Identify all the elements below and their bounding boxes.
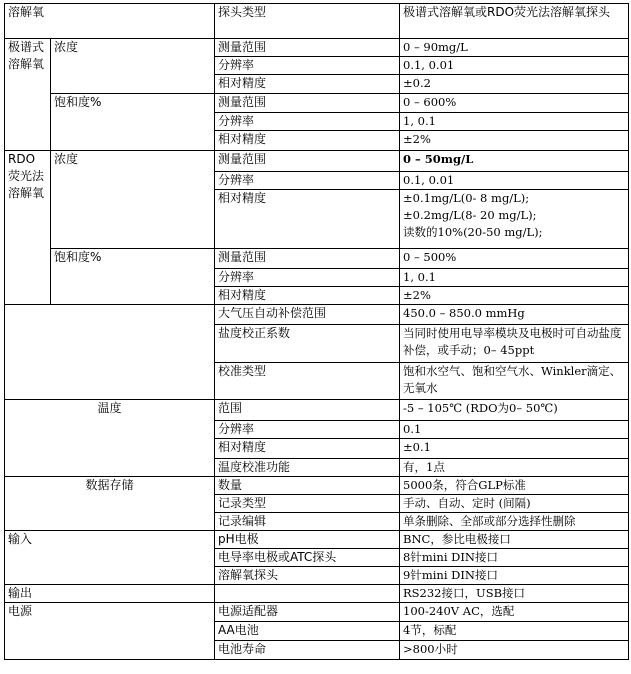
param-value: 100-240V AC，选配 xyxy=(400,603,629,622)
accuracy-line: ±0.1mg/L(0- 8 mg/L); xyxy=(403,191,530,205)
param-name: 温度校准功能 xyxy=(215,459,400,477)
param-value: 0.1, 0.01 xyxy=(400,57,629,75)
param-value: ±0.1 xyxy=(400,439,629,459)
param-value: 1, 0.1 xyxy=(400,269,629,287)
param-value: ±2% xyxy=(400,287,629,305)
param-value: 8针mini DIN接口 xyxy=(400,549,629,567)
table-row xyxy=(5,400,629,421)
table-row xyxy=(5,39,629,57)
table-row xyxy=(5,94,629,113)
param-name: 相对精度 xyxy=(215,190,400,249)
spec-table xyxy=(4,3,629,660)
param-value: ±0.2 xyxy=(400,75,629,94)
param-value: 4节，标配 xyxy=(400,622,629,641)
table-row xyxy=(5,249,629,269)
polar-label: 极谱式溶解氧 xyxy=(5,39,51,151)
param-value: ±2% xyxy=(400,131,629,151)
param-value: 9针mini DIN接口 xyxy=(400,567,629,585)
param-value: 单条删除、全部或部分选择性删除 xyxy=(400,513,629,531)
header-probe-value: 极谱式溶解氧或RDO荧光法溶解氧探头 xyxy=(400,4,629,39)
header-category: 溶解氧 xyxy=(5,4,215,39)
param-name: 测量范围 xyxy=(215,249,400,269)
param-value-multiline xyxy=(400,190,629,249)
param-name: 分辨率 xyxy=(215,421,400,439)
rdo-conc-label: 浓度 xyxy=(51,151,215,249)
output-label: 输出 xyxy=(5,585,215,603)
param-name: 盐度校正系数 xyxy=(215,325,400,363)
param-name: pH电极 xyxy=(215,531,400,549)
output-name xyxy=(215,585,400,603)
param-name: 测量范围 xyxy=(215,39,400,57)
param-value: 5000条，符合GLP标准 xyxy=(400,477,629,495)
param-value: 0 – 500% xyxy=(400,249,629,269)
param-value: >800小时 xyxy=(400,641,629,660)
header-probe-type: 探头类型 xyxy=(215,4,400,39)
input-label: 输入 xyxy=(5,531,215,585)
misc-label xyxy=(5,305,215,400)
param-name: 分辨率 xyxy=(215,172,400,190)
param-name: 范围 xyxy=(215,400,400,421)
param-name: 相对精度 xyxy=(215,131,400,151)
param-value: -5 – 105℃ (RDO为0– 50℃) xyxy=(400,400,629,421)
param-name: 溶解氧探头 xyxy=(215,567,400,585)
param-name: 相对精度 xyxy=(215,75,400,94)
polar-sat-label: 饱和度% xyxy=(51,94,215,151)
param-value: 0.1, 0.01 xyxy=(400,172,629,190)
param-value: 0 – 50mg/L xyxy=(400,151,629,172)
table-row xyxy=(5,603,629,622)
param-value: BNC，参比电极接口 xyxy=(400,531,629,549)
param-value: 有，1点 xyxy=(400,459,629,477)
storage-label: 数据存储 xyxy=(5,477,215,531)
param-name: 大气压自动补偿范围 xyxy=(215,305,400,325)
param-value: 0 – 600% xyxy=(400,94,629,113)
param-value: 当同时使用电导率模块及电极时可自动盐度补偿，或手动；0– 45ppt xyxy=(400,325,629,363)
table-row xyxy=(5,305,629,325)
param-name: AA电池 xyxy=(215,622,400,641)
rdo-label: RDO荧光法溶解氧 xyxy=(5,151,51,305)
power-label: 电源 xyxy=(5,603,215,660)
polar-conc-label: 浓度 xyxy=(51,39,215,94)
accuracy-line: ±0.2mg/L(8- 20 mg/L); xyxy=(403,208,537,222)
table-row xyxy=(5,151,629,172)
param-value: 0.1 xyxy=(400,421,629,439)
param-value: RS232接口，USB接口 xyxy=(400,585,629,603)
param-name: 数量 xyxy=(215,477,400,495)
table-row xyxy=(5,531,629,549)
param-name: 分辨率 xyxy=(215,57,400,75)
param-name: 电导率电极或ATC探头 xyxy=(215,549,400,567)
param-name: 校准类型 xyxy=(215,363,400,400)
rdo-sat-label: 饱和度% xyxy=(51,249,215,305)
param-value: 手动、自动、定时 (间隔) xyxy=(400,495,629,513)
param-name: 记录类型 xyxy=(215,495,400,513)
param-name: 相对精度 xyxy=(215,439,400,459)
param-value: 1, 0.1 xyxy=(400,113,629,131)
table-row xyxy=(5,585,629,603)
param-name: 测量范围 xyxy=(215,151,400,172)
param-name: 相对精度 xyxy=(215,287,400,305)
param-name: 测量范围 xyxy=(215,94,400,113)
param-name: 分辨率 xyxy=(215,113,400,131)
param-name: 分辨率 xyxy=(215,269,400,287)
param-value: 0 – 90mg/L xyxy=(400,39,629,57)
param-name: 记录编辑 xyxy=(215,513,400,531)
header-row xyxy=(5,4,629,39)
accuracy-line: 读数的10%(20-50 mg/L); xyxy=(403,225,543,239)
param-name: 电池寿命 xyxy=(215,641,400,660)
table-row xyxy=(5,477,629,495)
temperature-label: 温度 xyxy=(5,400,215,477)
param-value: 饱和水空气、饱和空气水、Winkler滴定、无氧水 xyxy=(400,363,629,400)
param-name: 电源适配器 xyxy=(215,603,400,622)
param-value: 450.0 – 850.0 mmHg xyxy=(400,305,629,325)
